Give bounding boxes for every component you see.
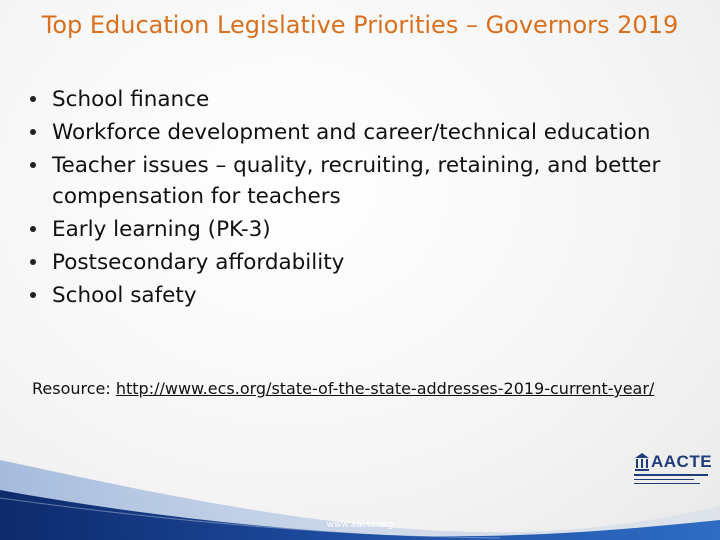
bullet-text: School finance xyxy=(52,87,210,112)
bullet-dot-icon xyxy=(30,162,36,168)
slide-title: Top Education Legislative Priorities – Governors 2019 xyxy=(41,11,679,39)
bullet-dot-icon xyxy=(30,96,36,102)
building-icon xyxy=(634,452,650,472)
bullet-text: Workforce development and career/technical education xyxy=(52,120,651,145)
resource-link[interactable]: http://www.ecs.org/state-of-the-state-addresses-2019-current-year/ xyxy=(115,379,655,398)
resource-label: Resource: xyxy=(32,379,116,398)
bullet-dot-icon xyxy=(30,129,36,135)
bullet-item xyxy=(28,247,668,278)
bullet-list xyxy=(28,84,668,313)
bullet-item xyxy=(28,214,668,245)
bullet-text: Postsecondary affordability xyxy=(52,250,345,275)
bullet-item xyxy=(28,117,668,148)
bullet-dot-icon xyxy=(30,259,36,265)
bullet-item xyxy=(28,280,668,311)
logo-rule xyxy=(634,479,694,480)
resource-note xyxy=(32,378,682,399)
logo-wordmark: AACTE xyxy=(651,452,713,471)
logo-rule xyxy=(634,483,700,484)
bullet-text: Early learning (PK-3) xyxy=(52,217,271,242)
aacte-logo xyxy=(634,452,713,488)
bullet-dot-icon xyxy=(30,226,36,232)
bullet-dot-icon xyxy=(30,292,36,298)
bullet-item xyxy=(28,150,668,212)
bullet-item xyxy=(28,84,668,115)
footer-url: www.aacte.org xyxy=(326,520,394,530)
bullet-text: School safety xyxy=(52,283,197,308)
logo-rule xyxy=(634,474,708,476)
bullet-text: Teacher issues – quality, recruiting, retaining, and better compensation for teachers xyxy=(52,153,661,209)
